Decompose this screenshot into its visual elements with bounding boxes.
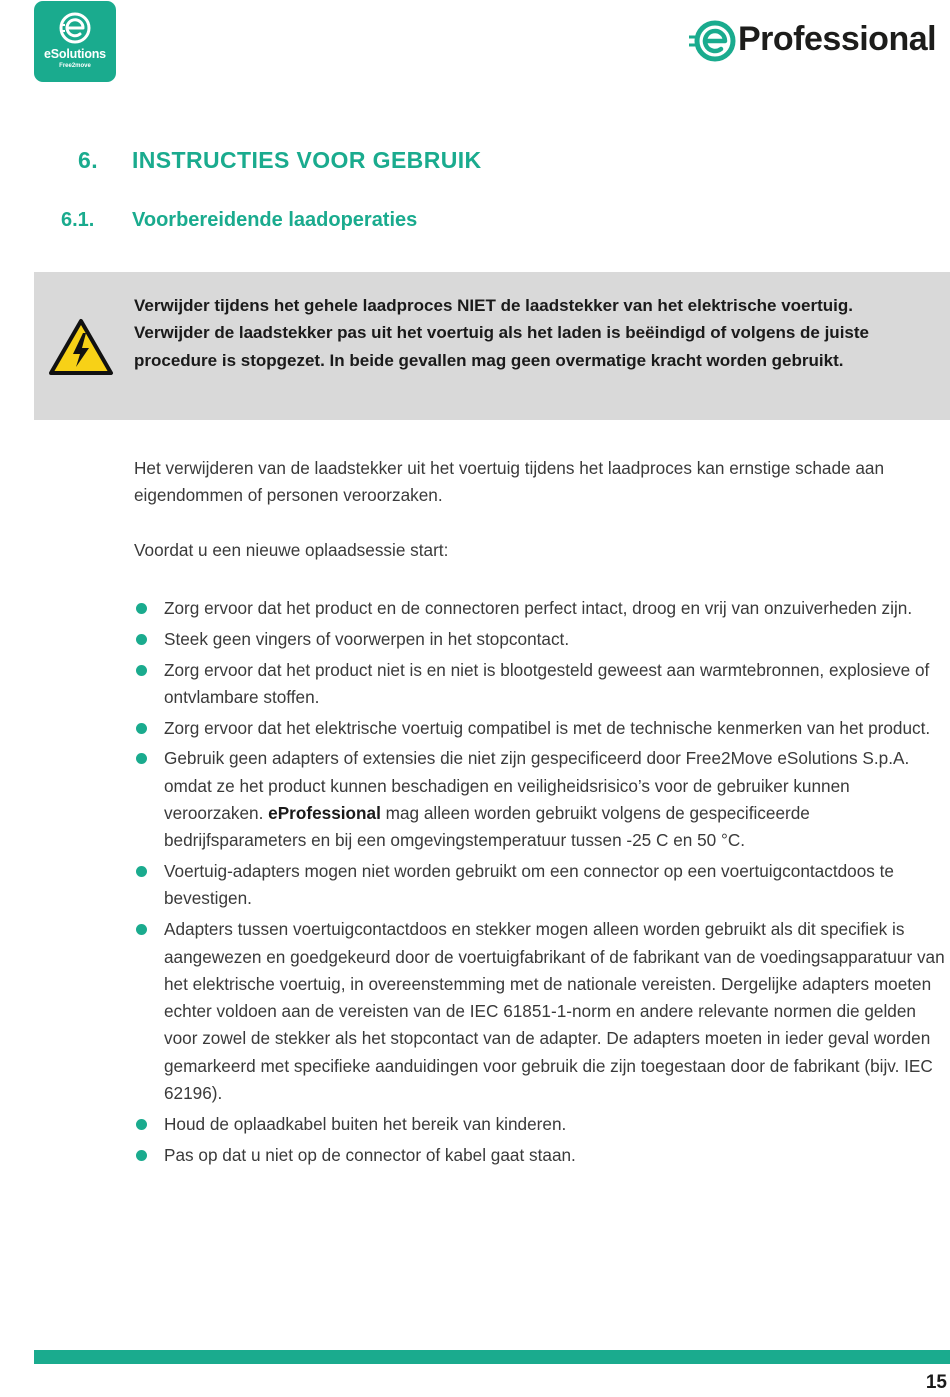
list-item-text: Steek geen vingers of voorwerpen in het stopcontact. <box>164 628 570 649</box>
eprofessional-logo <box>688 18 950 64</box>
list-item-text-before: Gebruik geen adapters of extensies die niet zijn gespecificeerd door Free2Move eSolutions S.p.A. omdat ze het product kunnen beschadigen en veiligheidsrisico’s voor de gebruiker kunnen veroorzaken. <box>164 748 910 824</box>
warning-box <box>34 272 950 420</box>
logo-word: Professional <box>738 20 937 58</box>
footer-bar <box>34 1350 950 1364</box>
list-item-text: Pas op dat u niet op de connector of kabel gaat staan. <box>164 1144 576 1165</box>
list-item <box>134 745 950 854</box>
bullet-dot <box>136 1150 147 1161</box>
paragraph: Het verwijderen van de laadstekker uit het voertuig tijdens het laadproces kan ernstige schade aan eigendommen of personen veroorzaken. <box>134 458 885 506</box>
section-title: INSTRUCTIES VOOR GEBRUIK <box>132 147 482 173</box>
list-item <box>134 1111 950 1138</box>
list-item <box>134 715 950 742</box>
logo-brand-text: eSolutions <box>44 47 106 61</box>
section-number: 6. <box>78 147 98 173</box>
bullet-dot <box>136 634 147 645</box>
list-item-text: Zorg ervoor dat het product en de connectoren perfect intact, droog en vrij van onzuiverheden zijn. <box>164 598 913 618</box>
list-item-text: Voertuig-adapters mogen niet worden gebruikt om een connector op een voertuigcontactdoos te bevestigen. <box>164 861 894 909</box>
product-name: eProfessional <box>268 803 381 824</box>
list-item-text: Adapters tussen voertuigcontactdoos en stekker mogen alleen worden gebruikt als dit specifiek is aangewezen en goedgekeurd door de voertuigfabrikant of de fabrikant van de voedingsapparatuur van het elektrische voertuig, in overeenstemming met de nationale vereisten. Dergelijke adapters moeten echter voldoen aan de vereisten van de IEC 61851-1-norm en andere relevante normen die gelden voor zowel de stekker als het stopcontact van de adapter. De adapters moeten in ieder geval worden gemarkeerd met specifieke aanduidingen voor gebruik die zijn toegestaan door de fabrikant (bijv. IEC 62196). <box>164 919 945 1104</box>
list-item-text: Zorg ervoor dat het product niet is en niet is blootgesteld geweest aan warmtebronnen, explosieve of ontvlambare stoffen. <box>164 659 930 707</box>
list-item-text: Zorg ervoor dat het elektrische voertuig compatibel is met de technische kenmerken van het product. <box>164 717 931 738</box>
esolutions-logo <box>34 1 116 82</box>
subsection-title: Voorbereidende laadoperaties <box>132 209 418 231</box>
warning-text: Verwijder tijdens het gehele laadproces NIET de laadstekker van het elektrische voertuig. Verwijder de laadstekker pas uit het voertuig als het laden is beëindigd of volgens de juiste procedure is stopgezet. In beide gevallen mag geen overmatige kracht worden gebruikt. <box>134 296 869 370</box>
bullet-dot <box>136 1119 147 1130</box>
list-item <box>134 657 950 712</box>
list-item-text: Houd de oplaadkabel buiten het bereik van kinderen. <box>164 1113 567 1134</box>
list-item <box>134 626 950 653</box>
bullet-dot <box>136 603 147 614</box>
bullet-dot <box>136 665 147 676</box>
high-voltage-warning-icon <box>48 318 114 376</box>
list-item-text-after: mag alleen worden gebruikt volgens de gespecificeerde bedrijfsparameters en bij een omgevingstemperatuur tussen -25 C en 50 °C. <box>164 803 810 851</box>
bullet-dot <box>136 753 147 764</box>
bullet-dot <box>136 924 147 935</box>
paragraph: Voordat u een nieuwe oplaadsessie start: <box>134 540 449 560</box>
list-item <box>134 858 950 913</box>
e-plug-icon <box>688 18 736 64</box>
subsection-number: 6.1. <box>61 209 95 231</box>
precautions-list <box>134 595 950 1172</box>
logo-sub-text: Free2move <box>59 63 91 69</box>
list-item <box>134 595 950 622</box>
list-item <box>134 1142 950 1169</box>
e-plug-icon <box>58 11 92 45</box>
bullet-dot <box>136 723 147 734</box>
page-number: 15 <box>925 1372 947 1393</box>
list-item <box>134 916 950 1107</box>
bullet-dot <box>136 866 147 877</box>
